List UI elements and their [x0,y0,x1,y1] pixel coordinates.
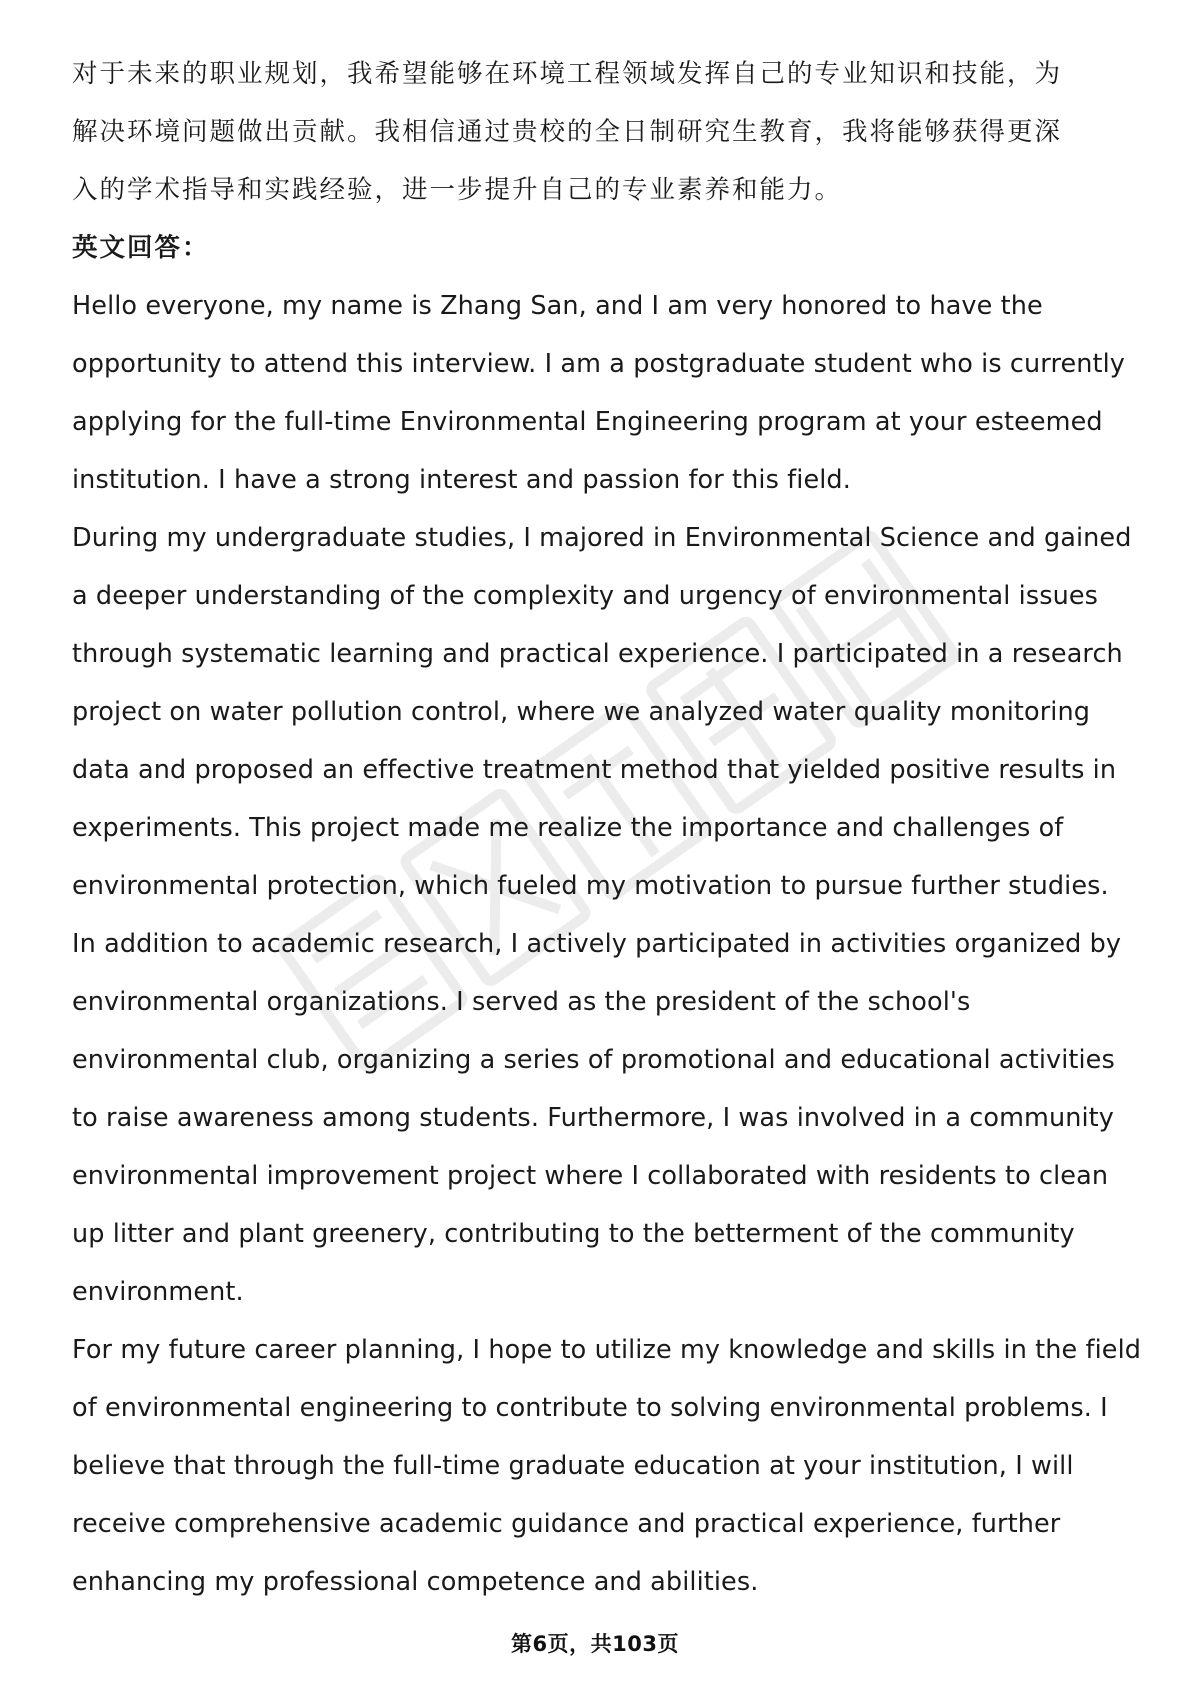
en-paragraph-line: applying for the full-time Environmental Engineering program at your esteemed [72,407,1103,437]
en-paragraph-line: In addition to academic research, I actively participated in activities organized by [72,929,1122,959]
cn-paragraph-line: 解决环境问题做出贡献。我相信通过贵校的全日制研究生教育，我将能够获得更深 [72,117,1063,147]
en-paragraph-line: of environmental engineering to contribute to solving environmental problems. I [72,1393,1108,1423]
en-paragraph-line: a deeper understanding of the complexity and urgency of environmental issues [72,581,1099,611]
en-paragraph-line: through systematic learning and practical experience. I participated in a research [72,639,1123,669]
en-paragraph-line: environmental club, organizing a series of promotional and educational activities [72,1045,1115,1075]
english-answer-label: 英文回答： [72,233,210,263]
en-paragraph-line: environment. [72,1277,244,1307]
en-paragraph-line: receive comprehensive academic guidance and practical experience, further [72,1509,1061,1539]
page-number-footer: 第6页，共103页 [511,1632,679,1656]
en-paragraph-line: institution. I have a strong interest and passion for this field. [72,465,851,495]
en-paragraph-line: experiments. This project made me realize the importance and challenges of [72,813,1064,843]
en-paragraph-line: to raise awareness among students. Furthermore, I was involved in a community [72,1103,1114,1133]
en-paragraph-line: For my future career planning, I hope to utilize my knowledge and skills in the field [72,1335,1142,1365]
en-paragraph-line: Hello everyone, my name is Zhang San, and I am very honored to have the [72,291,1043,321]
en-paragraph-line: data and proposed an effective treatment method that yielded positive results in [72,755,1117,785]
en-paragraph-line: environmental improvement project where I collaborated with residents to clean [72,1161,1109,1191]
en-paragraph-line: During my undergraduate studies, I majored in Environmental Science and gained [72,523,1132,553]
text-body [72,45,1142,1611]
en-paragraph-line: project on water pollution control, where we analyzed water quality monitoring [72,697,1091,727]
en-paragraph-line: enhancing my professional competence and abilities. [72,1567,759,1597]
en-paragraph-line: environmental organizations. I served as the president of the school's [72,987,971,1017]
cn-paragraph-line: 对于未来的职业规划，我希望能够在环境工程领域发挥自己的专业知识和技能，为 [72,59,1063,89]
en-paragraph-line: opportunity to attend this interview. I am a postgraduate student who is currently [72,349,1125,379]
cn-paragraph-line: 入的学术指导和实践经验，进一步提升自己的专业素养和能力。 [72,175,843,205]
en-paragraph-line: environmental protection, which fueled my motivation to pursue further studies. [72,871,1109,901]
en-paragraph-line: up litter and plant greenery, contributing to the betterment of the community [72,1219,1075,1249]
en-paragraph-line: believe that through the full-time graduate education at your institution, I will [72,1451,1074,1481]
